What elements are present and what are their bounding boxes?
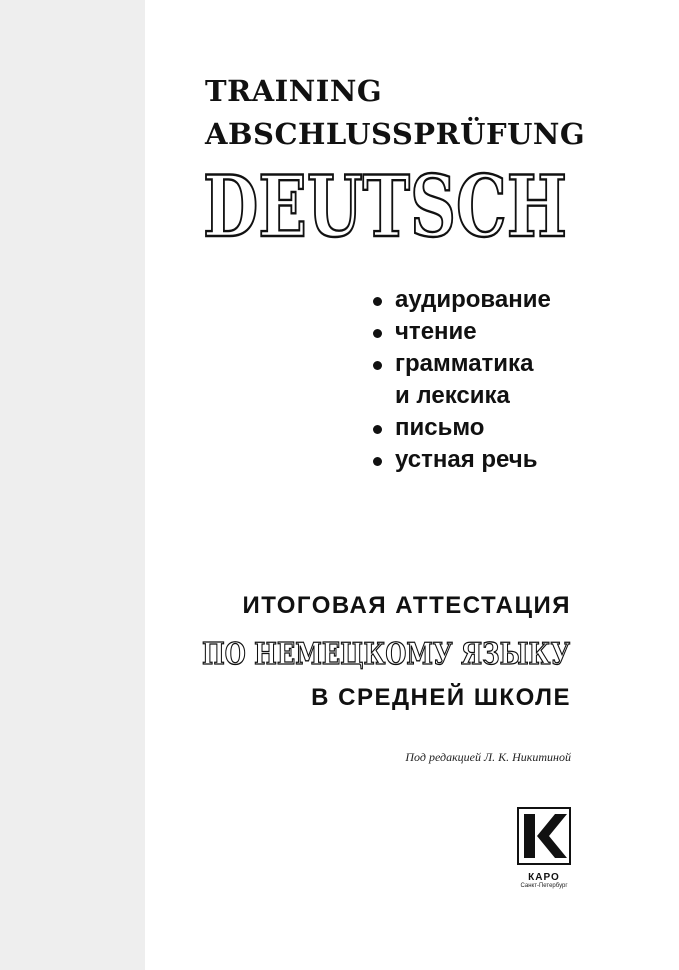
publisher-name: КАРО <box>528 872 560 883</box>
topic-label: и лексика <box>395 382 510 409</box>
bullet-icon <box>373 457 382 466</box>
subtitle-final-attestation: ИТОГОВАЯ АТТЕСТАЦИЯ <box>242 592 571 619</box>
bullet-icon <box>373 361 382 370</box>
topic-reading <box>373 316 551 348</box>
topic-label: чтение <box>395 318 477 345</box>
subtitle-secondary-school: В СРЕДНЕЙ ШКОЛЕ <box>311 684 571 711</box>
topic-grammar <box>373 348 551 380</box>
title-deutsch <box>203 157 573 256</box>
karo-logo-icon <box>517 807 571 865</box>
title-deutsch-text: DEUTSCH <box>203 157 567 256</box>
left-margin-strip <box>0 0 145 970</box>
topic-speaking <box>373 444 551 476</box>
topic-vocabulary <box>373 380 551 412</box>
publisher-city: Санкт-Петербург <box>520 883 568 889</box>
topic-label: грамматика <box>395 350 534 377</box>
topic-list <box>373 284 551 476</box>
subtitle-german-language <box>200 632 572 674</box>
topic-label: письмо <box>395 414 485 441</box>
book-cover-page <box>145 0 679 970</box>
title-abschlusspruefung: ABSCHLUSSPRÜFUNG <box>205 117 586 151</box>
topic-label: аудирование <box>395 286 551 313</box>
publisher-logo <box>514 807 574 889</box>
topic-listening <box>373 284 551 316</box>
editor-credit: Под редакцией Л. К. Никитиной <box>405 750 571 764</box>
title-training: TRAINING <box>205 74 383 108</box>
topic-label: устная речь <box>395 446 538 473</box>
subtitle-german-language-text: ПО НЕМЕЦКОМУ ЯЗЫКУ <box>202 637 571 672</box>
bullet-icon <box>373 297 382 306</box>
bullet-icon <box>373 425 382 434</box>
bullet-icon <box>373 329 382 338</box>
topic-writing <box>373 412 551 444</box>
